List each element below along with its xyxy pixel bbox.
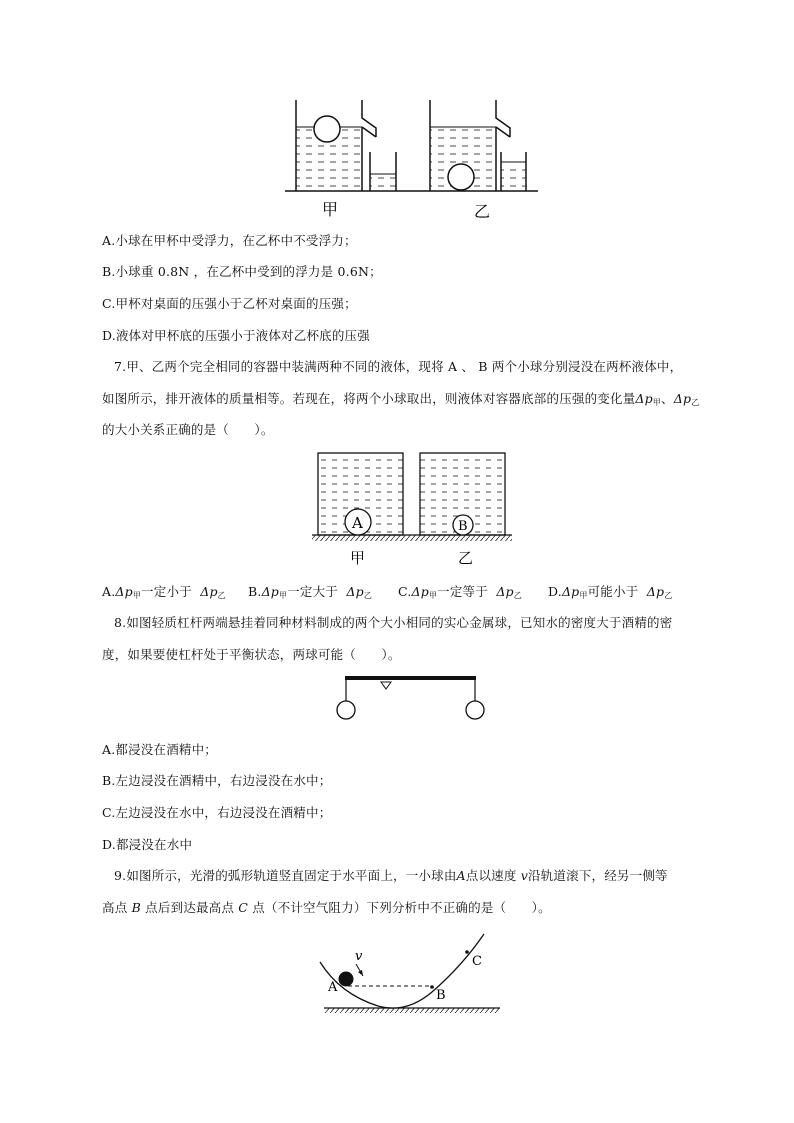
q7-line1: 7.甲、乙两个完全相同的容器中装满两种不同的液体，现将 A 、 B 两个小球分别浸没在两杯液体中， [114,359,683,374]
q6-option-d: D.液体对甲杯底的压强小于液体对乙杯底的压强 [102,328,370,343]
q7-line3: 的大小关系正确的是（ ）。 [102,422,274,437]
ball-b-label: B [458,519,468,534]
q7-line2: 如图所示，排开液体的质量相等。若现在，将两个小球取出，则液体对容器底部的压强的变化量$\Delta p_甲$、$\Delta p_乙$ [102,391,700,407]
fig2-label-yi: 乙 [458,549,474,567]
figure-cups-q6 [280,94,545,224]
q8-option-a: A.都浸没在酒精中； [102,742,218,757]
q7-option-a: $A.\Delta p_甲$一定小于 $\Delta p_乙$ [102,584,226,600]
q7-option-b: $B.\Delta p_甲$一定大于 $\Delta p_乙$ [248,584,373,600]
q8-line1: 8.如图轻质杠杆两端悬挂着同种材料制成的两个大小相同的实心金属球，已知水的密度大于酒精的密 [114,615,673,630]
label-a: A [328,980,338,995]
q6-option-a: A.小球在甲杯中受浮力，在乙杯中不受浮力； [102,233,357,248]
ball-a-label: A [352,514,363,532]
q7-option-d: $D.\Delta p_甲$可能小于 $\Delta p_乙$ [548,584,673,600]
q8-option-d: D.都浸没在水中 [102,837,193,852]
q8-option-c: C.左边浸没在水中，右边浸没在酒精中； [102,805,332,820]
q9-line2: 高点 B 点后到达最高点 C 点（不计空气阻力）下列分析中不正确的是（ ）。 [102,900,551,915]
label-b: B [436,988,446,1003]
figure-containers-q7 [308,448,518,570]
q9-line1: 9.如图所示，光滑的弧形轨道竖直固定于水平面上，一小球由A点以速度 v沿轨道滚下，经另一侧等 [114,868,668,883]
fig1-label-jia: 甲 [322,200,339,219]
label-c: C [472,954,482,969]
figure-track-q9 [316,928,506,1020]
q6-option-b: B.小球重 0.8N ，在乙杯中受到的浮力是 0.6N； [102,264,382,279]
q7-option-c: $C.\Delta p_甲$一定等于 $\Delta p_乙$ [398,584,522,600]
fig1-label-yi: 乙 [474,202,491,221]
figure-lever-q8 [330,670,490,726]
fig2-label-jia: 甲 [350,549,366,567]
q8-option-b: B.左边浸没在酒精中，右边浸没在水中； [102,773,332,788]
label-v: v [355,949,363,964]
q6-option-c: C.甲杯对桌面的压强小于乙杯对桌面的压强； [102,296,357,311]
q8-line2: 度，如果要使杠杆处于平衡状态，两球可能（ ）。 [102,647,401,662]
